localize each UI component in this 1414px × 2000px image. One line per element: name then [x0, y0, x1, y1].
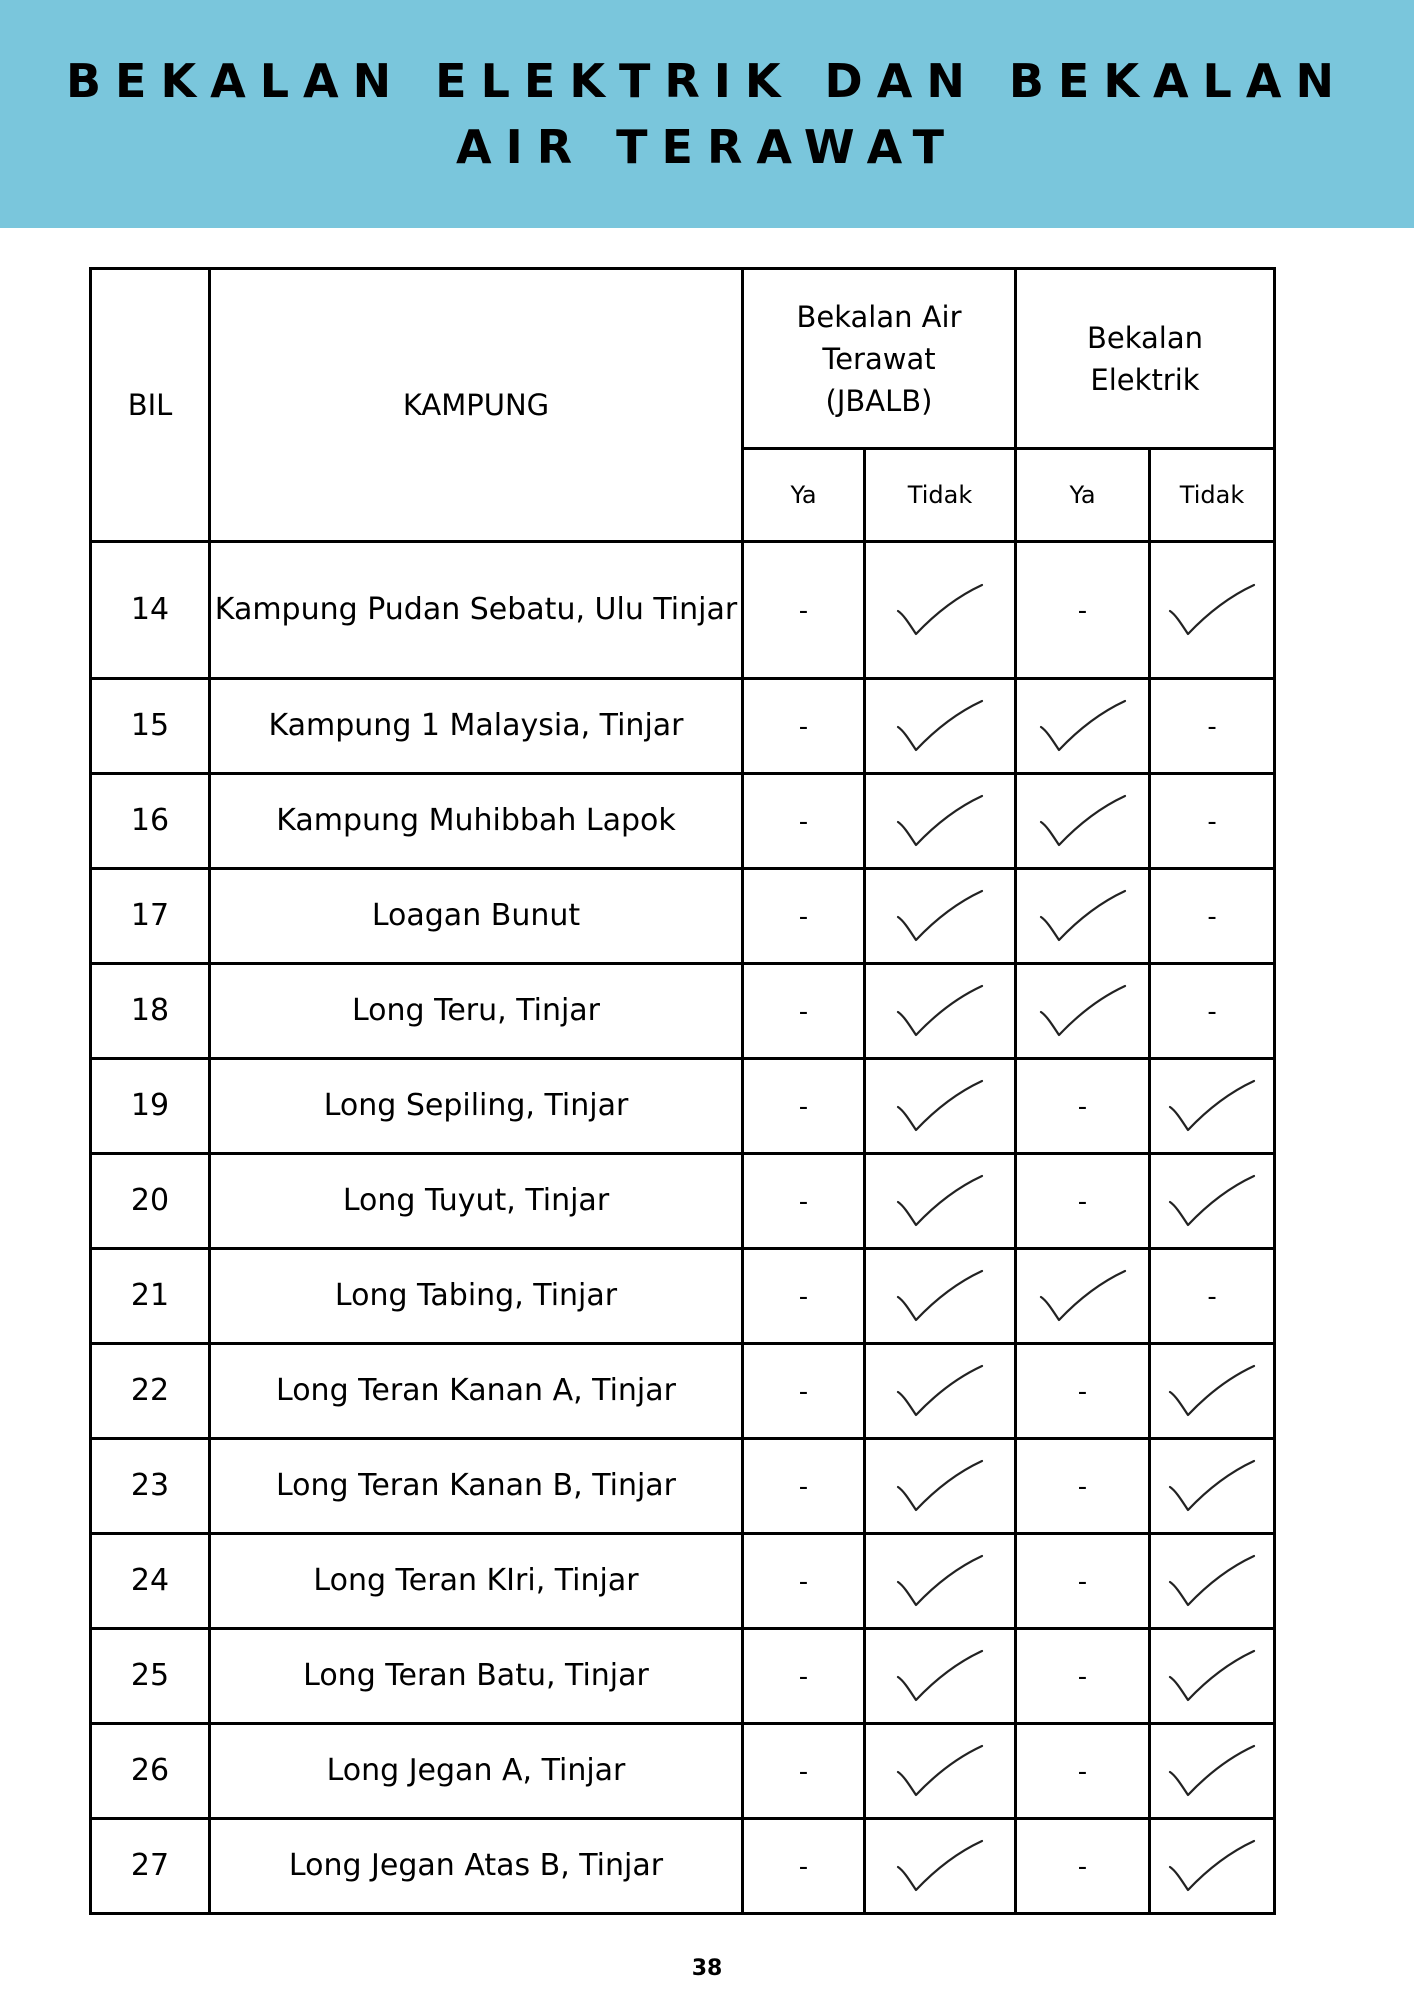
dash-mark: - — [1077, 1661, 1088, 1692]
dash-mark: - — [1207, 901, 1217, 932]
cell-air-tidak — [865, 1249, 1016, 1344]
cell-air-ya — [743, 774, 865, 869]
table-row — [91, 1439, 1275, 1534]
check-mark-icon — [894, 792, 986, 850]
cell-air-tidak — [865, 1629, 1016, 1724]
cell-elektrik-ya — [1016, 774, 1150, 869]
check-mark-icon — [1037, 887, 1129, 945]
dash-mark: - — [798, 1566, 809, 1597]
dash-mark: - — [798, 901, 809, 932]
cell-air-tidak — [865, 1534, 1016, 1629]
header-air-ya: Ya — [743, 449, 865, 542]
dash-mark: - — [1077, 1851, 1088, 1882]
cell-elektrik-ya — [1016, 542, 1150, 679]
check-mark-icon — [1037, 1267, 1129, 1325]
header-elektrik: Bekalan Elektrik — [1016, 269, 1275, 449]
cell-air-tidak — [865, 679, 1016, 774]
row-kampung: Loagan Bunut — [210, 869, 743, 964]
check-mark-icon — [1166, 1457, 1258, 1515]
check-mark-icon — [894, 1077, 986, 1135]
check-mark-icon — [1166, 581, 1258, 639]
header-kampung: KAMPUNG — [210, 269, 743, 542]
dash-mark: - — [1207, 1281, 1217, 1312]
check-mark-icon — [894, 1647, 986, 1705]
row-bil: 25 — [91, 1629, 210, 1724]
cell-air-tidak — [865, 1344, 1016, 1439]
row-bil: 17 — [91, 869, 210, 964]
cell-air-ya — [743, 1344, 865, 1439]
cell-air-tidak — [865, 964, 1016, 1059]
row-bil: 21 — [91, 1249, 210, 1344]
row-bil: 19 — [91, 1059, 210, 1154]
row-bil: 15 — [91, 679, 210, 774]
cell-air-ya — [743, 542, 865, 679]
cell-air-ya — [743, 1819, 865, 1914]
dash-mark: - — [798, 1661, 809, 1692]
row-bil: 16 — [91, 774, 210, 869]
cell-elektrik-tidak — [1150, 542, 1275, 679]
cell-air-tidak — [865, 774, 1016, 869]
table-row — [91, 679, 1275, 774]
cell-air-ya — [743, 679, 865, 774]
table-row — [91, 869, 1275, 964]
check-mark-icon — [1037, 792, 1129, 850]
row-kampung: Long Tabing, Tinjar — [210, 1249, 743, 1344]
row-kampung: Long Teran Kanan A, Tinjar — [210, 1344, 743, 1439]
row-kampung: Long Jegan A, Tinjar — [210, 1724, 743, 1819]
cell-air-ya — [743, 1154, 865, 1249]
page-title: BEKALAN ELEKTRIK DAN BEKALAN AIR TERAWAT — [66, 54, 1348, 174]
dash-mark: - — [1077, 1186, 1088, 1217]
cell-air-ya — [743, 1439, 865, 1534]
row-bil: 23 — [91, 1439, 210, 1534]
check-mark-icon — [1037, 697, 1129, 755]
cell-air-ya — [743, 1629, 865, 1724]
row-kampung: Long Teran Batu, Tinjar — [210, 1629, 743, 1724]
cell-elektrik-ya — [1016, 1629, 1150, 1724]
table-row — [91, 1059, 1275, 1154]
cell-elektrik-ya — [1016, 1724, 1150, 1819]
cell-elektrik-ya — [1016, 1249, 1150, 1344]
cell-air-ya — [743, 1724, 865, 1819]
header-elektrik-ya: Ya — [1016, 449, 1150, 542]
cell-elektrik-tidak — [1150, 1724, 1275, 1819]
cell-air-tidak — [865, 1819, 1016, 1914]
table-row — [91, 964, 1275, 1059]
header-air-tidak: Tidak — [865, 449, 1016, 542]
row-kampung: Kampung Pudan Sebatu, Ulu Tinjar — [210, 542, 743, 679]
dash-mark: - — [798, 1851, 809, 1882]
cell-elektrik-tidak — [1150, 1439, 1275, 1534]
dash-mark: - — [798, 1281, 809, 1312]
dash-mark: - — [798, 1376, 809, 1407]
table-row — [91, 1249, 1275, 1344]
row-kampung: Long Teran KIri, Tinjar — [210, 1534, 743, 1629]
check-mark-icon — [894, 1362, 986, 1420]
cell-elektrik-ya — [1016, 1439, 1150, 1534]
cell-air-tidak — [865, 869, 1016, 964]
dash-mark: - — [798, 1186, 809, 1217]
cell-elektrik-tidak — [1150, 1249, 1275, 1344]
cell-air-ya — [743, 1534, 865, 1629]
table-row — [91, 774, 1275, 869]
row-bil: 26 — [91, 1724, 210, 1819]
dash-mark: - — [798, 595, 809, 626]
title-banner — [0, 0, 1414, 228]
dash-mark: - — [798, 806, 809, 837]
table-row — [91, 1724, 1275, 1819]
check-mark-icon — [894, 1552, 986, 1610]
row-bil: 22 — [91, 1344, 210, 1439]
cell-elektrik-ya — [1016, 1154, 1150, 1249]
dash-mark: - — [1077, 1756, 1088, 1787]
dash-mark: - — [1077, 1471, 1088, 1502]
dash-mark: - — [798, 996, 809, 1027]
dash-mark: - — [1077, 1566, 1088, 1597]
cell-air-tidak — [865, 1059, 1016, 1154]
cell-elektrik-ya — [1016, 1059, 1150, 1154]
dash-mark: - — [1077, 595, 1088, 626]
cell-air-ya — [743, 869, 865, 964]
table-row — [91, 1154, 1275, 1249]
cell-elektrik-tidak — [1150, 1344, 1275, 1439]
check-mark-icon — [1166, 1742, 1258, 1800]
check-mark-icon — [1166, 1552, 1258, 1610]
row-bil: 27 — [91, 1819, 210, 1914]
dash-mark: - — [1207, 806, 1217, 837]
cell-air-tidak — [865, 1724, 1016, 1819]
row-bil: 20 — [91, 1154, 210, 1249]
dash-mark: - — [1077, 1091, 1088, 1122]
cell-air-tidak — [865, 1439, 1016, 1534]
cell-elektrik-ya — [1016, 964, 1150, 1059]
check-mark-icon — [894, 581, 986, 639]
row-bil: 24 — [91, 1534, 210, 1629]
row-kampung: Long Teran Kanan B, Tinjar — [210, 1439, 743, 1534]
table-row — [91, 542, 1275, 679]
dash-mark: - — [798, 1471, 809, 1502]
row-kampung: Long Sepiling, Tinjar — [210, 1059, 743, 1154]
check-mark-icon — [1166, 1362, 1258, 1420]
check-mark-icon — [894, 697, 986, 755]
row-kampung: Long Tuyut, Tinjar — [210, 1154, 743, 1249]
table-body — [91, 542, 1275, 1914]
dash-mark: - — [1207, 711, 1217, 742]
check-mark-icon — [1166, 1172, 1258, 1230]
dash-mark: - — [798, 1091, 809, 1122]
page-number: 38 — [691, 1956, 723, 1981]
cell-elektrik-tidak — [1150, 1154, 1275, 1249]
cell-elektrik-ya — [1016, 679, 1150, 774]
cell-elektrik-tidak — [1150, 869, 1275, 964]
check-mark-icon — [1166, 1837, 1258, 1895]
header-bil: BIL — [91, 269, 210, 542]
check-mark-icon — [1037, 982, 1129, 1040]
row-bil: 14 — [91, 542, 210, 679]
check-mark-icon — [894, 1837, 986, 1895]
table-row — [91, 1629, 1275, 1724]
cell-elektrik-tidak — [1150, 1534, 1275, 1629]
cell-elektrik-tidak — [1150, 1059, 1275, 1154]
dash-mark: - — [1207, 996, 1217, 1027]
check-mark-icon — [1166, 1647, 1258, 1705]
row-kampung: Kampung Muhibbah Lapok — [210, 774, 743, 869]
dash-mark: - — [1077, 1376, 1088, 1407]
cell-air-tidak — [865, 1154, 1016, 1249]
cell-elektrik-ya — [1016, 1344, 1150, 1439]
cell-elektrik-tidak — [1150, 964, 1275, 1059]
header-air-terawat: Bekalan Air Terawat (JBALB) — [743, 269, 1016, 449]
row-kampung: Long Jegan Atas B, Tinjar — [210, 1819, 743, 1914]
cell-elektrik-tidak — [1150, 1819, 1275, 1914]
supply-table — [89, 267, 1276, 1915]
dash-mark: - — [798, 1756, 809, 1787]
cell-air-ya — [743, 964, 865, 1059]
header-elektrik-tidak: Tidak — [1150, 449, 1275, 542]
table-row — [91, 1534, 1275, 1629]
cell-elektrik-tidak — [1150, 774, 1275, 869]
dash-mark: - — [798, 711, 809, 742]
cell-elektrik-ya — [1016, 869, 1150, 964]
row-bil: 18 — [91, 964, 210, 1059]
table-row — [91, 1344, 1275, 1439]
check-mark-icon — [894, 1457, 986, 1515]
cell-air-ya — [743, 1059, 865, 1154]
cell-air-ya — [743, 1249, 865, 1344]
check-mark-icon — [894, 1267, 986, 1325]
check-mark-icon — [894, 1172, 986, 1230]
cell-elektrik-ya — [1016, 1534, 1150, 1629]
check-mark-icon — [894, 1742, 986, 1800]
cell-elektrik-tidak — [1150, 1629, 1275, 1724]
cell-elektrik-ya — [1016, 1819, 1150, 1914]
cell-air-tidak — [865, 542, 1016, 679]
row-kampung: Kampung 1 Malaysia, Tinjar — [210, 679, 743, 774]
check-mark-icon — [894, 982, 986, 1040]
check-mark-icon — [894, 887, 986, 945]
row-kampung: Long Teru, Tinjar — [210, 964, 743, 1059]
table-row — [91, 1819, 1275, 1914]
check-mark-icon — [1166, 1077, 1258, 1135]
cell-elektrik-tidak — [1150, 679, 1275, 774]
